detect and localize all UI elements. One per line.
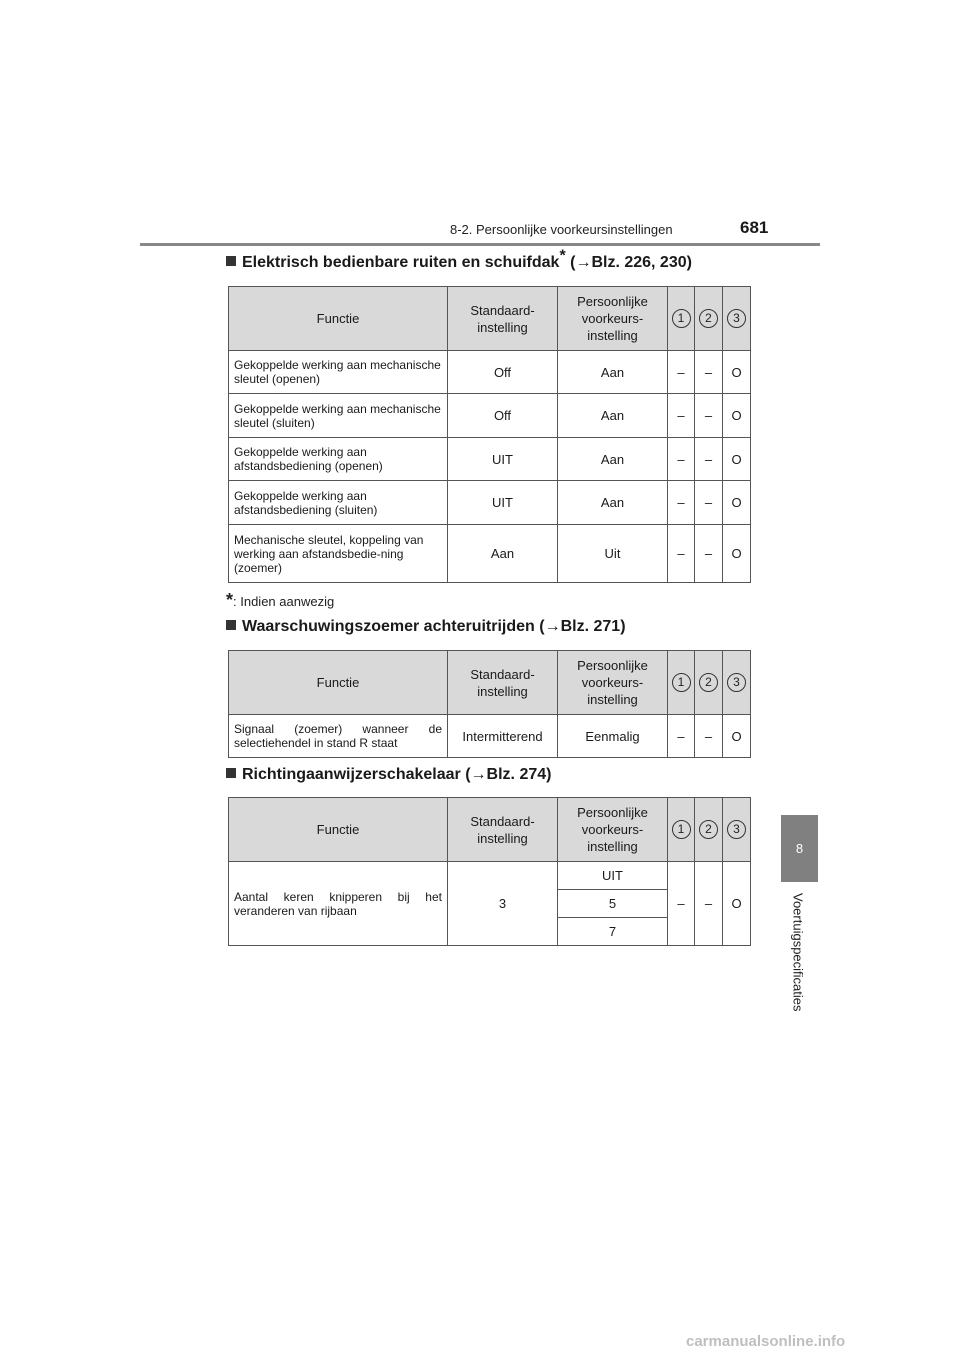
section3-title: Richtingaanwijzerschakelaar (242, 766, 461, 783)
chapter-label-container (778, 882, 818, 1022)
section2-table (228, 650, 751, 758)
chapter-number: 8 (795, 841, 804, 856)
cell-default: Off (448, 394, 558, 438)
cell-c1: – (668, 481, 695, 525)
table-header-row (229, 798, 751, 862)
arrow-icon: → (470, 766, 487, 783)
header-marker-3 (723, 651, 751, 715)
circled-2-icon: 2 (699, 673, 718, 692)
cell-c3: O (723, 862, 751, 946)
cell-function: Mechanische sleutel, koppeling van werking aan afstandsbedie-ning (zoemer) (229, 525, 448, 583)
cell-custom: Uit (558, 525, 668, 583)
cell-function: Signaal (zoemer) wanneer de selectiehendel in stand R staat (229, 715, 448, 758)
cell-custom: Aan (558, 438, 668, 481)
footnote-asterisk: * (226, 590, 234, 610)
table-row (229, 862, 751, 890)
cell-function: Aantal keren knipperen bij het veranderen van rijbaan (229, 862, 448, 946)
header-marker-2 (695, 798, 723, 862)
cell-c3: O (723, 525, 751, 583)
cell-c2: – (695, 394, 723, 438)
cell-c3: O (723, 394, 751, 438)
watermark: carmanualsonline.info (686, 1333, 846, 1350)
table-row (229, 438, 751, 481)
circled-1-icon: 1 (672, 820, 691, 839)
cell-c1: – (668, 715, 695, 758)
circled-2-icon: 2 (699, 309, 718, 328)
cell-default: Off (448, 351, 558, 394)
cell-c3: O (723, 715, 751, 758)
footnote (226, 590, 334, 611)
header-marker-1 (668, 287, 695, 351)
cell-custom: Aan (558, 481, 668, 525)
section2-title: Waarschuwingszoemer achteruitrijden (242, 618, 535, 635)
cell-default: Intermitterend (448, 715, 558, 758)
header-section-title: 8-2. Persoonlijke voorkeursinstellingen (450, 222, 673, 237)
table-row (229, 481, 751, 525)
cell-default: UIT (448, 438, 558, 481)
cell-c3: O (723, 438, 751, 481)
square-bullet-icon (226, 620, 236, 630)
cell-c1: – (668, 438, 695, 481)
cell-c2: – (695, 715, 723, 758)
header-marker-1 (668, 798, 695, 862)
section1-asterisk: * (559, 247, 566, 265)
cell-c1: – (668, 394, 695, 438)
header-marker-1 (668, 651, 695, 715)
cell-custom: Eenmalig (558, 715, 668, 758)
cell-custom-option: 7 (558, 918, 668, 946)
header-marker-2 (695, 287, 723, 351)
circled-3-icon: 3 (727, 673, 746, 692)
cell-c3: O (723, 481, 751, 525)
arrow-icon: → (575, 254, 592, 271)
table-header-row (229, 287, 751, 351)
cell-c1: – (668, 525, 695, 583)
cell-c2: – (695, 862, 723, 946)
table-row (229, 525, 751, 583)
header-custom: Persoonlijke voorkeurs-instelling (558, 651, 668, 715)
header-function: Functie (229, 287, 448, 351)
cell-c1: – (668, 351, 695, 394)
table-header-row (229, 651, 751, 715)
circled-3-icon: 3 (727, 309, 746, 328)
section3-table (228, 797, 751, 946)
cell-default: 3 (448, 862, 558, 946)
cell-c2: – (695, 525, 723, 583)
section3-ref: Blz. 274 (486, 766, 547, 783)
header-marker-3 (723, 798, 751, 862)
section1-title: Elektrisch bedienbare ruiten en schuifdak (242, 254, 560, 271)
header-custom: Persoonlijke voorkeurs-instelling (558, 287, 668, 351)
header-default: Standaard-instelling (448, 798, 558, 862)
cell-c3: O (723, 351, 751, 394)
page-number: 681 (740, 218, 769, 237)
cell-function: Gekoppelde werking aan mechanische sleutel (openen) (229, 351, 448, 394)
header-divider (140, 243, 820, 246)
header-function: Functie (229, 798, 448, 862)
cell-default: Aan (448, 525, 558, 583)
cell-custom-option: UIT (558, 862, 668, 890)
section3-heading: Richtingaanwijzerschakelaar (→Blz. 274) (226, 766, 551, 784)
square-bullet-icon (226, 768, 236, 778)
circled-2-icon: 2 (699, 820, 718, 839)
cell-function: Gekoppelde werking aan mechanische sleutel (sluiten) (229, 394, 448, 438)
cell-c1: – (668, 862, 695, 946)
header-default: Standaard-instelling (448, 651, 558, 715)
table-row (229, 394, 751, 438)
arrow-icon: → (544, 618, 561, 635)
section2-ref: Blz. 271 (560, 618, 621, 635)
header-function: Functie (229, 651, 448, 715)
cell-custom: Aan (558, 351, 668, 394)
section1-table (228, 286, 751, 583)
cell-default: UIT (448, 481, 558, 525)
cell-custom-option: 5 (558, 890, 668, 918)
cell-c2: – (695, 481, 723, 525)
section2-heading: Waarschuwingszoemer achteruitrijden (→Blz. 271) (226, 618, 626, 636)
cell-function: Gekoppelde werking aan afstandsbediening (sluiten) (229, 481, 448, 525)
cell-function: Gekoppelde werking aan afstandsbediening (openen) (229, 438, 448, 481)
footnote-text: : Indien aanwezig (233, 594, 335, 609)
cell-custom: Aan (558, 394, 668, 438)
header-default: Standaard-instelling (448, 287, 558, 351)
circled-1-icon: 1 (672, 673, 691, 692)
cell-c2: – (695, 351, 723, 394)
header-custom: Persoonlijke voorkeurs-instelling (558, 798, 668, 862)
header-marker-3 (723, 287, 751, 351)
circled-3-icon: 3 (727, 820, 746, 839)
chapter-label: Voertuigspecificaties (790, 892, 806, 1012)
section1-heading: Elektrisch bedienbare ruiten en schuifdak* (→Blz. 226, 230) (226, 254, 692, 272)
header-marker-2 (695, 651, 723, 715)
section1-ref: Blz. 226, 230 (591, 254, 687, 271)
table-row (229, 715, 751, 758)
cell-c2: – (695, 438, 723, 481)
table-row (229, 351, 751, 394)
square-bullet-icon (226, 256, 236, 266)
circled-1-icon: 1 (672, 309, 691, 328)
chapter-tab (781, 815, 818, 882)
